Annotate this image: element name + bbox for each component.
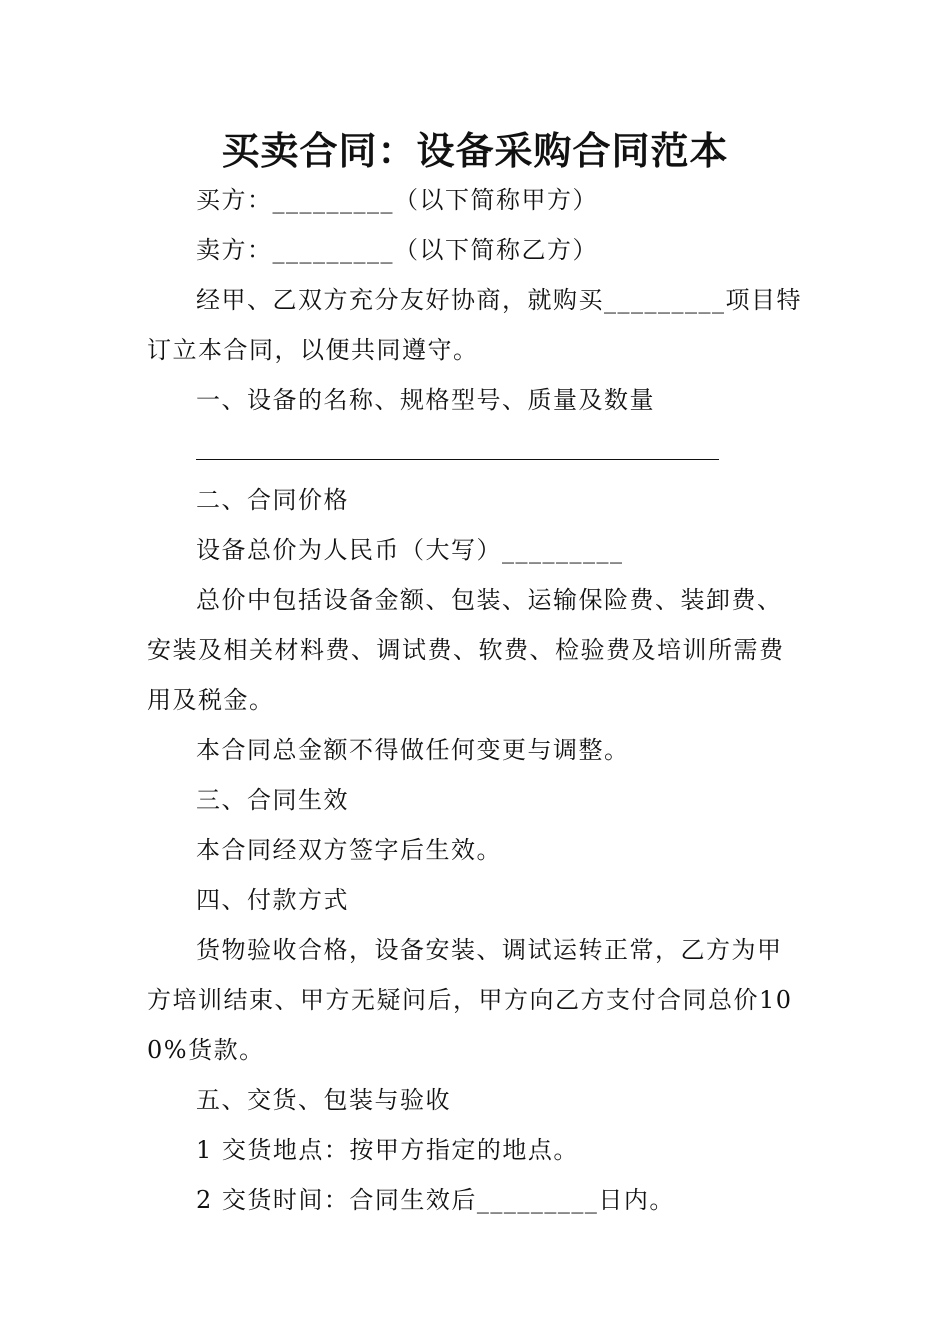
section-5-item-2: 2 交货时间：合同生效后_________日内。 [196,1186,675,1214]
section-3-heading: 三、合同生效 [196,786,349,814]
section-5-item-1: 1 交货地点：按甲方指定的地点。 [196,1136,579,1164]
document-body [147,175,807,1225]
section-2-total-price: 设备总价为人民币（大写）_________ [196,536,624,564]
section-5-heading: 五、交货、包装与验收 [196,1086,451,1114]
blank-fill-line [147,425,807,475]
underline-rule [196,459,719,460]
section-3-text: 本合同经双方签字后生效。 [196,836,502,864]
section-2-price-fixed: 本合同总金额不得做任何变更与调整。 [196,736,630,764]
intro-paragraph: 经甲、乙双方充分友好协商，就购买_________项目特订立本合同，以便共同遵守。 [147,286,802,364]
seller-line: 卖方：_________（以下简称乙方） [196,236,598,264]
section-4-payment-text: 货物验收合格，设备安装、调试运转正常，乙方为甲方培训结束、甲方无疑问后，甲方向乙方支付合同总价100%货款。 [147,936,793,1064]
section-4-heading: 四、付款方式 [196,886,349,914]
section-1-heading: 一、设备的名称、规格型号、质量及数量 [196,386,655,414]
document-title: 买卖合同：设备采购合同范本 [221,129,729,173]
section-2-heading: 二、合同价格 [196,486,349,514]
buyer-line: 买方：_________（以下简称甲方） [196,186,598,214]
section-2-price-includes: 总价中包括设备金额、包装、运输保险费、装卸费、安装及相关材料费、调试费、软费、检验费及培训所需费用及税金。 [147,586,785,714]
